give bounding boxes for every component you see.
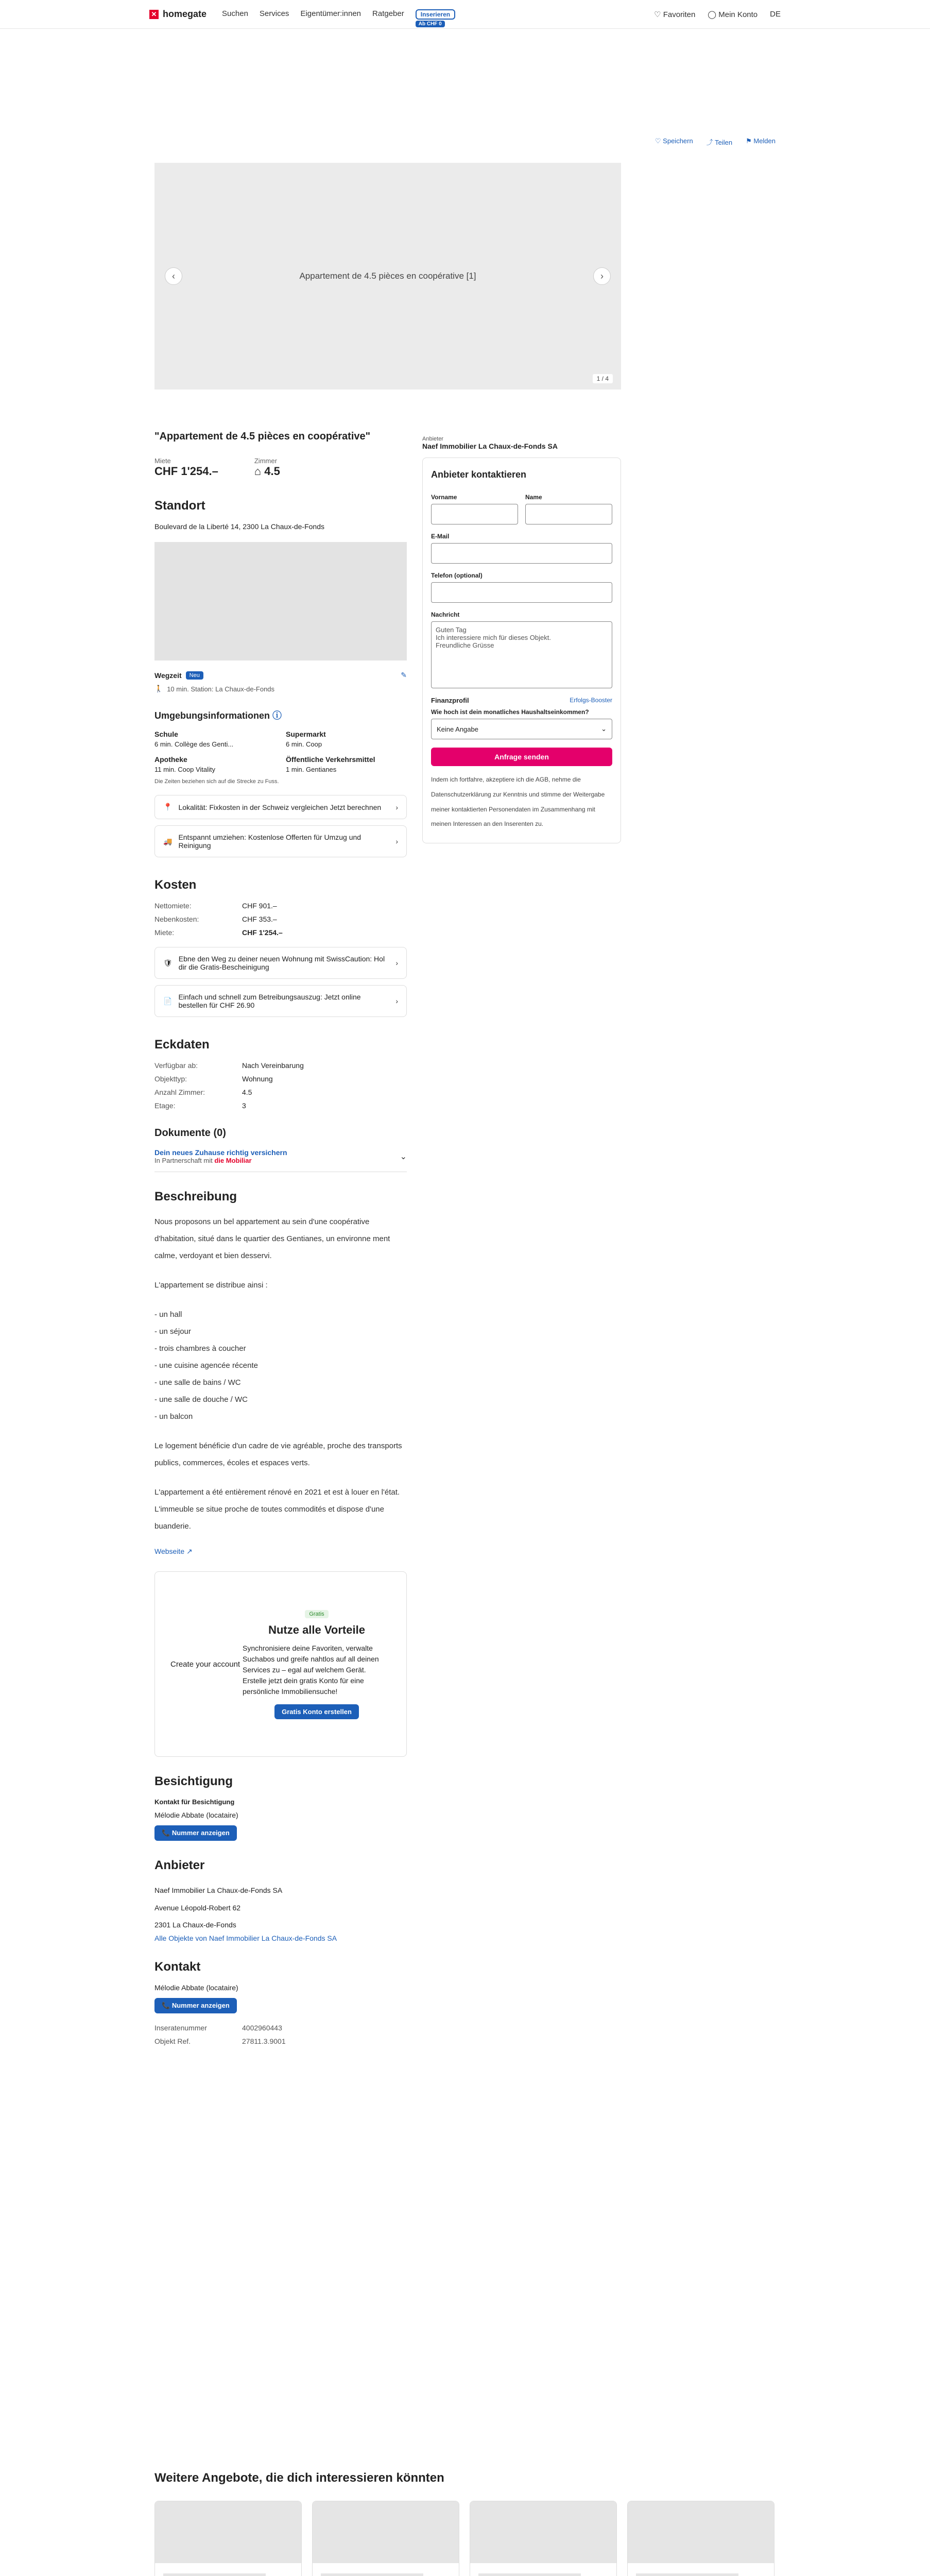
nav-eigentuemer[interactable]: Eigentümer:innen xyxy=(300,9,361,18)
promo-card xyxy=(154,1571,407,1757)
documents-heading: Dokumente (0) xyxy=(154,1127,226,1139)
listing-ids: Inseratenummer 4002960443 Objekt Ref. 27811.3.9001 xyxy=(154,2023,286,2045)
next-image-button[interactable]: › xyxy=(593,267,611,285)
surroundings-note: Die Zeiten beziehen sich auf die Strecke zu Fuss. xyxy=(154,778,279,785)
viewing-contact-name: Mélodie Abbate (locataire) xyxy=(154,1811,238,1819)
language-select[interactable]: DE xyxy=(770,9,781,19)
new-tag: Neu xyxy=(186,671,203,680)
location-icon: 📍 xyxy=(163,803,173,811)
costs-heading: Kosten xyxy=(154,878,197,892)
promo-text: Synchronisiere deine Favoriten, verwalte Suchabos und greife nahtlos auf all deinen Services zu – egal auf welchem Gerät. Erstelle jetzt dein gratis Konto für eine persönliche Immobiliensuche! xyxy=(243,1644,379,1696)
document-icon: 📄 xyxy=(163,996,173,1005)
surroundings-grid xyxy=(154,730,407,773)
offers-heading: Weitere Angebote, die dich interessieren könnten xyxy=(154,2471,444,2485)
offer-card-placeholder[interactable] xyxy=(154,2501,302,2576)
nav-services[interactable]: Services xyxy=(259,9,289,18)
shield-icon: 🛡 xyxy=(163,958,173,967)
image-gallery[interactable] xyxy=(154,163,621,389)
promo-title: Nutze alle Vorteile xyxy=(268,1623,365,1636)
costs-table: Nettomiete: CHF 901.– Nebenkosten: CHF 353.– Miete: CHF 1'254.– xyxy=(154,902,283,937)
offer-cards xyxy=(154,2501,776,2576)
contact-show-number-button[interactable]: 📞 Nummer anzeigen xyxy=(154,1998,237,2013)
chevron-right-icon: › xyxy=(395,837,398,845)
umzug-card[interactable]: 🚚 Entspannt umziehen: Kostenlose Offerten für Umzug und Reinigung › xyxy=(154,825,407,857)
rooms-value: ⌂ 4.5 xyxy=(254,465,280,478)
chevron-right-icon: › xyxy=(395,997,398,1005)
homegate-logo[interactable]: ✕ homegate xyxy=(149,9,206,20)
surrounding-pharmacy: Apotheke 11 min. Coop Vitality xyxy=(154,755,216,773)
legal-text: Indem ich fortfahre, akzeptiere ich die AGB, nehme die Datenschutzerklärung zur Kenntnis und stimme der Weitergabe meiner kontaktierten Personendaten im Zusammenhang mit meinen Interessen an den Inserenten zu. xyxy=(431,776,605,828)
address: Boulevard de la Liberté 14, 2300 La Chaux-de-Fonds xyxy=(154,522,324,531)
top-header xyxy=(0,0,930,29)
logo-icon: ✕ xyxy=(149,10,159,19)
lastname-input[interactable] xyxy=(525,504,612,524)
save-button[interactable]: ♡ Speichern xyxy=(655,137,693,145)
inserieren-button[interactable]: Inserieren Ab CHF 0 xyxy=(416,9,455,20)
offer-card-placeholder[interactable] xyxy=(470,2501,617,2576)
keydata-table: Verfügbar ab: Nach Vereinbarung Objekttyp: Wohnung Anzahl Zimmer: 4.5 Etage: 3 xyxy=(154,1061,304,1110)
show-number-button[interactable]: 📞 Nummer anzeigen xyxy=(154,1825,237,1841)
price-label: Miete xyxy=(154,457,171,465)
map[interactable] xyxy=(154,542,407,660)
betreibung-card[interactable]: 📄 Einfach und schnell zum Betreibungsauszug: Jetzt online bestellen für CHF 26.90 › xyxy=(154,985,407,1017)
inserieren-sub: Ab CHF 0 xyxy=(416,21,445,27)
booster-link[interactable]: Erfolgs-Booster xyxy=(570,697,612,704)
provider-address: Naef Immobilier La Chaux-de-Fonds SA Avenue Léopold-Robert 62 2301 La Chaux-de-Fonds xyxy=(154,1886,283,1929)
chevron-down-icon: ⌄ xyxy=(601,725,607,733)
firstname-input[interactable] xyxy=(431,504,518,524)
mobiliar-logo: die Mobiliar xyxy=(214,1157,252,1164)
surroundings-heading: Umgebungsinformationen ⓘ xyxy=(154,710,282,721)
location-heading: Standort xyxy=(154,499,205,513)
truck-icon: 🚚 xyxy=(163,837,173,845)
favorites-link[interactable]: ♡ Favoriten xyxy=(654,10,696,19)
fixkosten-card[interactable]: 📍 Lokalität: Fixkosten in der Schweiz vergleichen Jetzt berechnen › xyxy=(154,795,407,819)
image-counter: 1 / 4 xyxy=(593,374,613,383)
contact-form: Anbieter kontaktieren Vorname Name E-Mail Telefon (optional) Nachricht Guten Tag Ich interessiere mich für dieses Objekt. Freundliche Grüsse Finanzprofil Erfolgs-Booster Wie hoch ist dein monatliches Haushaltseinkommen? Keine Angabe ⌄ Anfrage senden Indem ich fortfahre, akzeptiere ich die AGB, nehme die Datenschutzerklärung zur Kenntnis und stimme der Weitergabe meiner kontaktierten Personendaten im Zusammenhang mit meinen Interessen an den Inserenten zu. xyxy=(422,457,621,843)
listing-actions xyxy=(655,137,776,147)
insurance-link[interactable]: Dein neues Zuhause richtig versichern xyxy=(154,1148,287,1157)
gallery-caption: Appartement de 4.5 pièces en coopérative [1] xyxy=(299,271,476,281)
surrounding-transport: Öffentliche Verkehrsmittel 1 min. Gentianes xyxy=(286,755,375,773)
listing-title: "Appartement de 4.5 pièces en coopérative" xyxy=(154,431,371,442)
income-select[interactable]: Keine Angabe ⌄ xyxy=(431,719,612,739)
surrounding-school: Schule 6 min. Collège des Genti... xyxy=(154,730,234,748)
swisscaution-card[interactable]: 🛡 Ebne den Weg zu deiner neuen Wohnung mit SwissCaution: Hol dir die Gratis-Bescheinigung › xyxy=(154,947,407,979)
rooms-label: Zimmer xyxy=(254,457,277,465)
keydata-heading: Eckdaten xyxy=(154,1038,210,1052)
description-heading: Beschreibung xyxy=(154,1190,237,1204)
provider-all-objects-link[interactable]: Alle Objekte von Naef Immobilier La Chaux-de-Fonds SA xyxy=(154,1934,337,1942)
website-link[interactable]: Webseite ↗ xyxy=(154,1547,193,1555)
contact-name: Mélodie Abbate (locataire) xyxy=(154,1983,238,1992)
chevron-down-icon: ⌄ xyxy=(400,1152,407,1161)
price-value: CHF 1'254.– xyxy=(154,465,218,478)
viewing-heading: Besichtigung xyxy=(154,1774,233,1788)
info-icon[interactable]: ⓘ xyxy=(272,710,282,721)
account-link[interactable]: ◯ Mein Konto xyxy=(708,10,758,19)
contact-heading: Kontakt xyxy=(154,1959,201,1974)
main-column: "Appartement de 4.5 pièces en coopérative" Miete CHF 1'254.– Zimmer ⌂ 4.5 Standort Boulevard de la Liberté 14, 2300 La Chaux-de-Fonds Wegzeit Neu ✎ 🚶 10 min. Station: La Chaux-de-Fonds Umgebungsinformationen ⓘ Schule 6 min. Collège des Genti... Supermarkt 6 min. Coop Apotheke 11 min. Coop Vitality Öffentliche Verkehrsmittel 1 min. Gentianes Die Zeiten beziehen sich auf die Strecke zu Fuss. 📍 Lokalität: Fixkosten in der Schweiz vergleichen Jetzt berechnen › 🚚 Entspannt umziehen: Kostenlose Offerten für Umzug und Reinigung › Kosten Nettomiete: CHF 901.– Nebenkosten: CHF 353.– Miete: CHF 1'254.– 🛡 Ebne den Weg zu deiner neuen Wohnung mit SwissCaution: Hol dir die Gratis-Bescheinigung › 📄 Einfach und schnell zum Betreibungsauszug: Jetzt online bestellen für CHF 26.90 › Eckdaten Verfügbar ab: Nach Vereinbarung Objekttyp: Wohnung Anzahl Zimmer: 4.5 Etage: 3 Dokumente (0) Dein neues Zuhause richtig versichern In Partnerschaft mit die Mobiliar ⌄ Beschreibung Nous proposons un bel appartement au sein d'une coopérative d'habitation, situé dans le quartier des Gentianes, un environne ment calme, verdoyant et bien desservi. L'appartement se distribue ainsi : - un hall - un séjour - trois chambres à coucher - une cuisine agencée récente - une salle de bains / WC - une salle de douche / WC - un balcon Le logement bénéficie d'un cadre de vie agréable, proche des transports publics, commerces, écoles et espaces verts. L'appartement a été entièrement rénové en 2021 et est à louer en l'état. L'immeuble se situe proche de toutes commodités et dispose d'une buanderie. Webseite ↗ Create your account Gratis Nutze alle Vorteile Synchronisiere deine Favoriten, verwalte Suchabos und greife nahtlos auf all deinen Services zu – egal auf welchem Gerät. Erstelle jetzt dein gratis Konto für eine persönliche Immobiliensuche! Gratis Konto erstellen Besichtigung Kontakt für Besichtigung Mélodie Abbate (locataire) 📞 Nummer anzeigen Anbieter Naef Immobilier La Chaux-de-Fonds SA Avenue Léopold-Robert 62 2301 La Chaux-de-Fonds Alle Objekte von Naef Immobilier La Chaux-de-Fonds SA Kontakt Mélodie Abbate (locataire) 📞 Nummer anzeigen Inseratenummer 4002960443 Objekt Ref. 27811.3.9001 xyxy=(154,431,407,2045)
chevron-right-icon: › xyxy=(395,959,398,967)
offer-card-placeholder[interactable] xyxy=(627,2501,774,2576)
offer-card-placeholder[interactable] xyxy=(312,2501,459,2576)
nav-suchen[interactable]: Suchen xyxy=(222,9,248,18)
promo-left-text: Create your account xyxy=(170,1659,240,1669)
nav-ratgeber[interactable]: Ratgeber xyxy=(372,9,404,18)
sidebar-provider: Naef Immobilier La Chaux-de-Fonds SA xyxy=(422,442,558,450)
edit-icon[interactable]: ✎ xyxy=(401,671,407,679)
description-body: Nous proposons un bel appartement au sein d'une coopérative d'habitation, situé dans le quartier des Gentianes, un environne ment calme, verdoyant et bien desservi. L'appartement se distribue ainsi : - un hall - un séjour - trois chambres à coucher - une cuisine agencée récente - une salle de bains / WC - une salle de douche / WC - un balcon Le logement bénéficie d'un cadre de vie agréable, proche des transports publics, commerces, écoles et espaces verts. L'appartement a été entièrement rénové en 2021 et est à louer en l'état. L'immeuble se situe proche de toutes commodités et dispose d'une buanderie. xyxy=(154,1217,402,1531)
share-button[interactable]: ⤴ Teilen xyxy=(706,139,733,146)
chevron-right-icon: › xyxy=(395,803,398,811)
commute-label: Wegzeit xyxy=(154,671,182,680)
surrounding-supermarket: Supermarkt 6 min. Coop xyxy=(286,730,326,748)
prev-image-button[interactable]: ‹ xyxy=(165,267,182,285)
insurance-row[interactable]: Dein neues Zuhause richtig versichern In Partnerschaft mit die Mobiliar ⌄ xyxy=(154,1148,407,1172)
form-title: Anbieter kontaktieren xyxy=(431,469,527,480)
create-account-button[interactable]: Gratis Konto erstellen xyxy=(274,1704,359,1719)
main-nav xyxy=(222,9,455,27)
report-button[interactable]: ⚑ Melden xyxy=(746,137,776,145)
commute-info: 🚶 10 min. Station: La Chaux-de-Fonds xyxy=(154,685,275,693)
email-field[interactable] xyxy=(431,543,612,564)
message-textarea[interactable]: Guten Tag Ich interessiere mich für dieses Objekt. Freundliche Grüsse xyxy=(431,621,612,688)
sidebar: Anbieter Naef Immobilier La Chaux-de-Fonds SA Anbieter kontaktieren Vorname Name E-Mail Telefon (optional) Nachricht Guten Tag Ich interessiere mich für dieses Objekt. Freundliche Grüsse Finanzprofil Erfolgs-Booster Wie hoch ist dein monatliches Haushaltseinkommen? Keine Angabe ⌄ Anfrage senden Indem ich fortfahre, akzeptiere ich die AGB, nehme die Datenschutzerklärung zur Kenntnis und stimme der Weitergabe meiner kontaktierten Personendaten im Zusammenhang mit meinen Interessen an den Inserenten zu. xyxy=(422,436,621,843)
provider-heading: Anbieter xyxy=(154,1858,205,1872)
submit-button[interactable]: Anfrage senden xyxy=(431,748,612,766)
free-tag: Gratis xyxy=(305,1610,328,1618)
phone-field[interactable] xyxy=(431,582,612,603)
